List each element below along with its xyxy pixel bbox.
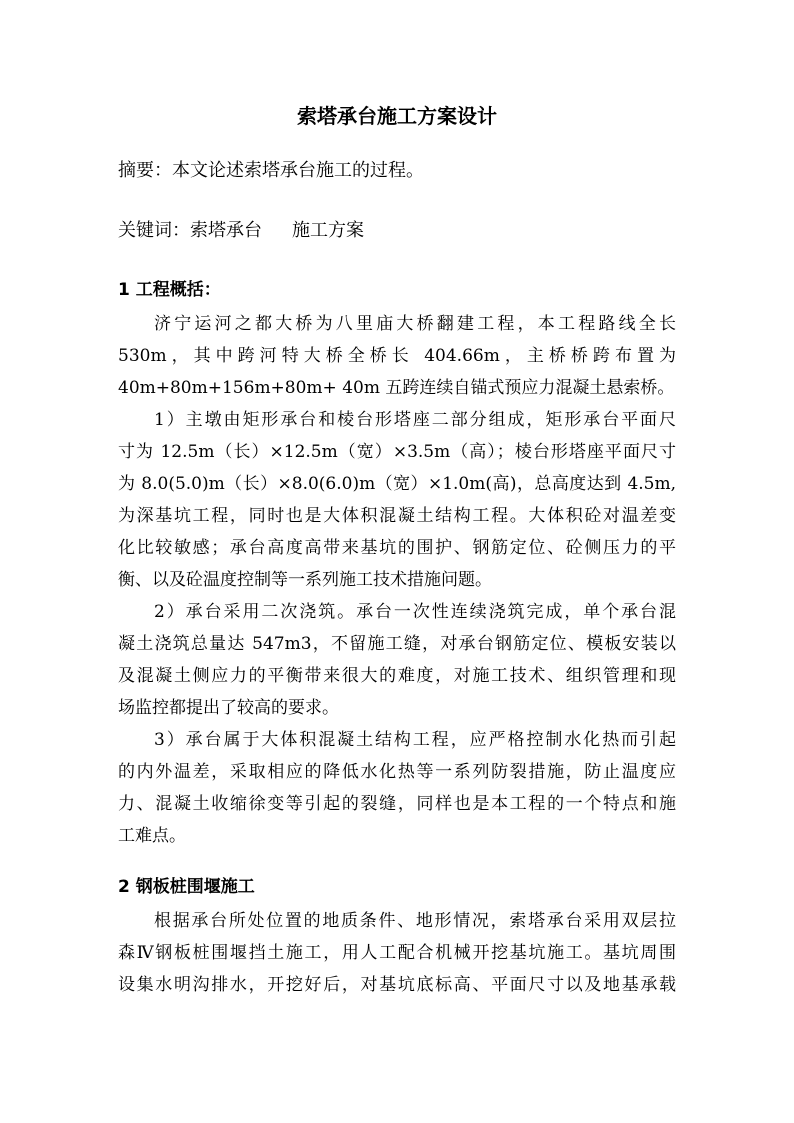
paragraph-line: 530m，其中跨河特大桥全桥长 404.66m，主桥桥跨布置为 bbox=[118, 346, 676, 366]
paragraph-line: 1）主墩由矩形承台和棱台形塔座二部分组成，矩形承台平面尺 bbox=[154, 410, 676, 430]
paragraph-line: 40m+80m+156m+80m+ 40m 五跨连续自锚式预应力混凝土悬索桥。 bbox=[118, 378, 675, 398]
section-heading: 1 工程概括： bbox=[118, 280, 221, 300]
paragraph-line: 工难点。 bbox=[118, 826, 186, 846]
paragraph-line: 3）承台属于大体积混凝土结构工程，应严格控制水化热而引起 bbox=[154, 730, 676, 750]
keywords-label: 关键词： bbox=[118, 220, 190, 241]
paragraph-line: 济宁运河之都大桥为八里庙大桥翻建工程，本工程路线全长 bbox=[154, 314, 676, 334]
document-title: 索塔承台施工方案设计 bbox=[297, 104, 497, 128]
paragraph-line: 寸为 12.5m（长）×12.5m（宽）×3.5m（高）；棱台形塔座平面尺寸 bbox=[118, 442, 676, 462]
paragraph-line: 的内外温差，采取相应的降低水化热等一系列防裂措施，防止温度应 bbox=[118, 762, 676, 782]
paragraph-line: 场监控都提出了较高的要求。 bbox=[118, 698, 339, 718]
paragraph-line: 力、混凝土收缩徐变等引起的裂缝，同样也是本工程的一个特点和施 bbox=[118, 794, 676, 814]
paragraph-line: 衡、以及砼温度控制等一系列施工技术措施问题。 bbox=[118, 570, 492, 590]
paragraph-line: 为 8.0(5.0)m（长）×8.0(6.0)m（宽）×1.0m(高)，总高度达到 4.5m, bbox=[118, 474, 676, 494]
paragraph-line: 森Ⅳ钢板桩围堰挡土施工，用人工配合机械开挖基坑施工。基坑周围 bbox=[118, 943, 676, 963]
section-body bbox=[118, 905, 676, 1001]
keyword-item: 施工方案 bbox=[292, 220, 364, 241]
paragraph-line: 为深基坑工程，同时也是大体积混凝土结构工程。大体积砼对温差变 bbox=[118, 506, 676, 526]
section-body bbox=[118, 308, 676, 852]
abstract-text: 摘要：本文论述索塔承台施工的过程。 bbox=[118, 160, 424, 181]
paragraph-line: 及混凝土侧应力的平衡带来很大的难度，对施工技术、组织管理和现 bbox=[118, 666, 676, 686]
paragraph-line: 化比较敏感；承台高度高带来基坑的围护、钢筋定位、砼侧压力的平 bbox=[118, 538, 676, 558]
paragraph-line: 根据承台所处位置的地质条件、地形情况，索塔承台采用双层拉 bbox=[154, 911, 676, 931]
keywords-line bbox=[118, 215, 678, 247]
section-heading: 2 钢板桩围堰施工 bbox=[118, 877, 255, 897]
paragraph-line: 2）承台采用二次浇筑。承台一次性连续浇筑完成，单个承台混 bbox=[154, 602, 676, 622]
paragraph-line: 设集水明沟排水，开挖好后，对基坑底标高、平面尺寸以及地基承载 bbox=[118, 975, 676, 995]
keyword-item: 索塔承台 bbox=[190, 220, 262, 241]
paragraph-line: 凝土浇筑总量达 547m3，不留施工缝，对承台钢筋定位、模板安装以 bbox=[118, 634, 676, 654]
